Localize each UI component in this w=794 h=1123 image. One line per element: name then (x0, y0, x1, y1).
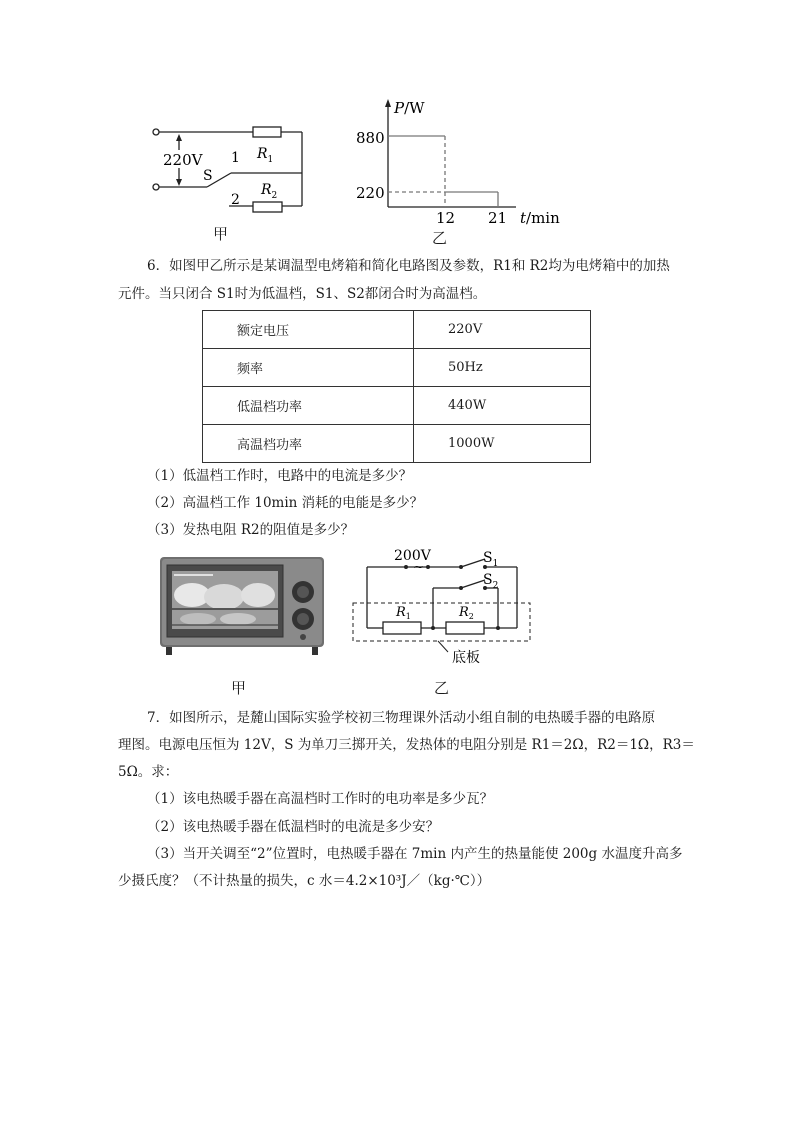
q7-text-line-3: 5Ω。求： (118, 764, 179, 780)
y-axis-label: P/W (394, 99, 425, 117)
table-cell-label: 高温档功率 (203, 425, 414, 463)
position-2-label: 2 (231, 192, 240, 208)
position-1-label: 1 (231, 150, 240, 166)
y-tick-880: 880 (356, 129, 385, 147)
table-cell-label: 低温档功率 (203, 387, 414, 425)
switch-label: S (203, 168, 213, 184)
figure-2-caption-jia: 甲 (231, 679, 247, 697)
voltage-label: 200V (394, 548, 431, 564)
x-tick-12: 12 (436, 209, 456, 227)
ac-symbol: ~ (413, 560, 424, 575)
table-cell-value: 220V (414, 311, 591, 349)
figure-2-caption-yi: 乙 (434, 679, 450, 697)
y-tick-220: 220 (356, 184, 385, 202)
q6-sub-question-2: （2）高温档工作 10min 消耗的电能是多少？ (147, 495, 424, 511)
oven-circuit-diagram (350, 545, 535, 670)
table-cell-value: 50Hz (414, 349, 591, 387)
s2-label: $S_2$ (483, 572, 499, 591)
table-row (203, 387, 591, 425)
x-axis-label: t/min (520, 209, 560, 227)
base-plate-label: 底板 (452, 650, 480, 666)
r1-label: $R_1$ (257, 146, 274, 165)
q6-sub-question-1: （1）低温档工作时，电路中的电流是多少？ (147, 468, 413, 484)
r2-label: $R_2$ (261, 182, 278, 201)
q7-text-line-1: 7．如图所示，是麓山国际实验学校初三物理课外活动小组自制的电热暖手器的电路原 (147, 710, 656, 726)
table-cell-label: 频率 (203, 349, 414, 387)
table-cell-value: 1000W (414, 425, 591, 463)
table-row (203, 349, 591, 387)
circuit-diagram-1 (145, 118, 320, 223)
oven-parameter-table (202, 310, 591, 463)
table-row (203, 311, 591, 349)
q6-text-line-1: 6．如图甲乙所示是某调温型电烤箱和简化电路图及参数，R1和 R2均为电烤箱中的加热 (147, 258, 670, 274)
x-tick-21: 21 (488, 209, 508, 227)
voltage-label: 220V (163, 151, 203, 169)
figure-1-caption-yi: 乙 (432, 229, 448, 247)
q7-sub-question-3-cont: 少摄氏度？（不计热量的损失，c 水＝4.2×10³J／（kg·℃）） (118, 873, 491, 889)
q6-text-line-2: 元件。当只闭合 S1时为低温档，S1、S2都闭合时为高温档。 (118, 286, 487, 302)
s1-label: $S_1$ (483, 550, 499, 569)
r1-label: $R_1$ (396, 605, 411, 621)
q6-sub-question-3: （3）发热电阻 R2的阻值是多少？ (147, 522, 355, 538)
power-time-graph (350, 95, 570, 227)
table-row (203, 425, 591, 463)
q7-sub-question-2: （2）该电热暖手器在低温档时的电流是多少安？ (147, 819, 440, 835)
q7-text-line-2: 理图。电源电压恒为 12V，S 为单刀三掷开关，发热体的电阻分别是 R1＝2Ω，R2＝1Ω，R3＝ (118, 737, 695, 753)
toaster-oven-image (158, 555, 326, 659)
table-cell-value: 440W (414, 387, 591, 425)
table-cell-label: 额定电压 (203, 311, 414, 349)
q7-sub-question-1: （1）该电热暖手器在高温档时工作时的电功率是多少瓦？ (147, 791, 494, 807)
figure-1-caption-jia: 甲 (213, 225, 229, 243)
q7-sub-question-3: （3）当开关调至“2”位置时，电热暖手器在 7min 内产生的热量能使 200g 水温度升高多 (147, 846, 683, 862)
r2-label: $R_2$ (459, 605, 474, 621)
